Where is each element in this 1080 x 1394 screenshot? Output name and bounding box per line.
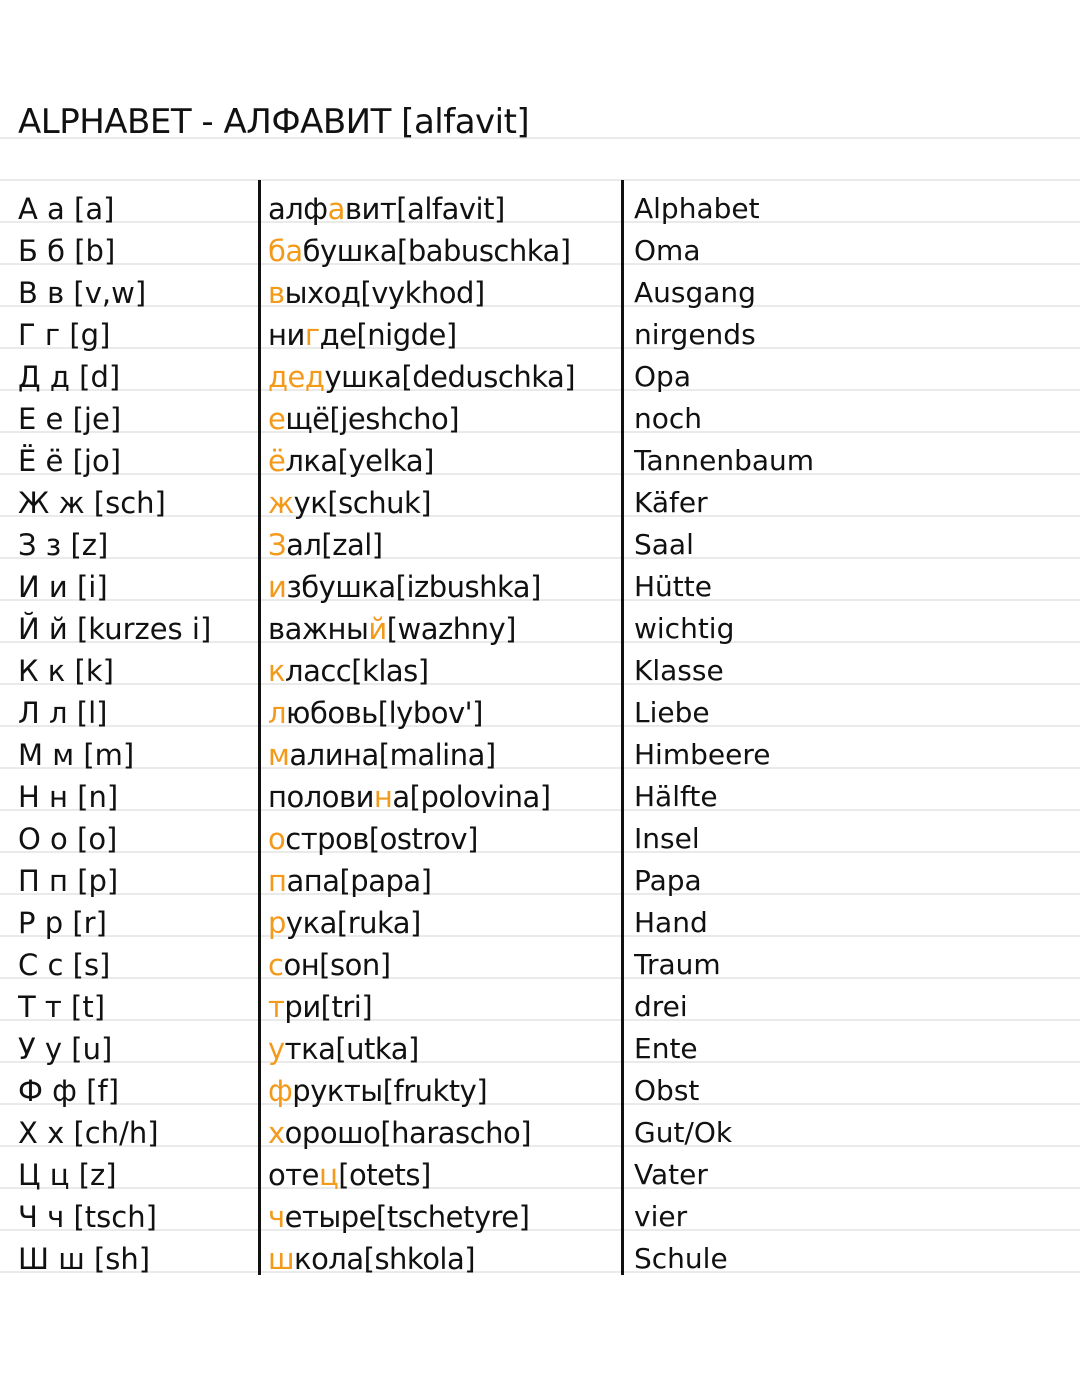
word-highlight: ба [268,234,303,268]
word-highlight: и [268,570,287,604]
word-highlight: дед [268,360,325,394]
word-highlight: п [268,864,287,898]
word-suffix: ыход [284,276,361,310]
table-row [0,776,1080,818]
letter-cell: А а [a] [18,192,115,226]
letter-cell: Е е [je] [18,402,122,436]
german-translation-cell: Himbeere [634,738,771,771]
word-highlight: с [268,948,284,982]
word-highlight: х [268,1116,285,1150]
table-row [0,1028,1080,1070]
word-suffix: де [319,318,357,352]
transliteration: [polovina] [409,780,551,814]
table-row [0,524,1080,566]
table-row [0,944,1080,986]
letter-cell: Ц ц [z] [18,1158,117,1192]
table-row [0,314,1080,356]
letter-cell: Г г [g] [18,318,111,352]
german-translation-cell: Vater [634,1158,708,1191]
table-row [0,188,1080,230]
word-highlight: в [268,276,285,310]
table-row [0,272,1080,314]
table-row [0,356,1080,398]
german-translation-cell: Papa [634,864,702,897]
transliteration: [ruka] [336,906,421,940]
transliteration: [zal] [321,528,383,562]
german-translation-cell: Hand [634,906,708,939]
german-translation-cell: drei [634,990,688,1023]
letter-cell: Х х [ch/h] [18,1116,159,1150]
letter-cell: Ё ё [jo] [18,444,122,478]
letter-cell: Д д [d] [18,360,121,394]
word-highlight: ц [318,1158,339,1192]
word-highlight: у [268,1032,285,1066]
example-word-cell [268,608,618,650]
transliteration: [shkola] [363,1242,476,1276]
german-translation-cell: noch [634,402,703,435]
letter-cell: М м [m] [18,738,135,772]
table-row [0,1154,1080,1196]
table-row [0,1112,1080,1154]
letter-cell: Л л [l] [18,696,108,730]
letter-cell: О о [o] [18,822,118,856]
letter-cell: Б б [b] [18,234,116,268]
german-translation-cell: Gut/Ok [634,1116,733,1149]
word-highlight: р [268,906,286,940]
example-word-cell [268,650,618,692]
word-suffix: тка [284,1032,336,1066]
table-row [0,1238,1080,1280]
transliteration: [klas] [351,654,429,688]
word-suffix: ука [285,906,337,940]
word-suffix: ри [284,990,321,1024]
table-row [0,818,1080,860]
letter-cell: Ш ш [sh] [18,1242,151,1276]
word-highlight: а [327,192,345,226]
transliteration: [wazhny] [386,612,516,646]
table-row [0,398,1080,440]
transliteration: [tschetyre] [376,1200,530,1234]
word-suffix: алина [289,738,379,772]
german-translation-cell: Tannenbaum [634,444,815,477]
table-row [0,608,1080,650]
letter-cell: Р р [r] [18,906,107,940]
transliteration: [vykhod] [360,276,485,310]
table-row [0,230,1080,272]
word-highlight: ж [268,486,294,520]
table-row [0,860,1080,902]
transliteration: [schuk] [327,486,432,520]
word-suffix: орошо [284,1116,381,1150]
letter-cell: З з [z] [18,528,109,562]
example-word-cell [268,398,618,440]
example-word-cell [268,566,618,608]
german-translation-cell: nirgends [634,318,756,351]
letter-cell: С с [s] [18,948,111,982]
example-word-cell [268,1070,618,1112]
example-word-cell [268,482,618,524]
example-word-cell [268,230,618,272]
table-row [0,734,1080,776]
german-translation-cell: Hütte [634,570,712,603]
transliteration: [utka] [335,1032,419,1066]
transliteration: [alfavit] [396,192,505,226]
german-translation-cell: Alphabet [634,192,760,225]
example-word-cell [268,692,618,734]
german-translation-cell: Obst [634,1074,700,1107]
word-highlight: л [268,696,287,730]
table-row [0,692,1080,734]
transliteration: [lybov'] [377,696,483,730]
letter-cell: К к [k] [18,654,114,688]
letter-cell: П п [p] [18,864,119,898]
table-row [0,1070,1080,1112]
word-suffix: ук [293,486,328,520]
german-translation-cell: Traum [634,948,721,981]
transliteration: [frukty] [382,1074,488,1108]
example-word-cell [268,524,618,566]
alphabet-table [0,188,1080,1280]
word-highlight: о [268,822,286,856]
transliteration: [harascho] [380,1116,532,1150]
table-row [0,440,1080,482]
letter-cell: Т т [t] [18,990,106,1024]
word-prefix: оте [268,1158,319,1192]
table-row [0,1196,1080,1238]
example-word-cell [268,902,618,944]
word-suffix: стров [285,822,369,856]
word-prefix: ни [268,318,305,352]
word-highlight: м [268,738,290,772]
word-highlight: ф [268,1074,293,1108]
word-suffix: а [392,780,410,814]
example-word-cell [268,860,618,902]
letter-cell: Й й [kurzes i] [18,612,212,646]
page-title: ALPHABET - АЛФАВИТ [alfavit] [18,102,530,142]
german-translation-cell: wichtig [634,612,735,645]
word-suffix: он [283,948,320,982]
german-translation-cell: Insel [634,822,700,855]
word-highlight: т [268,990,285,1024]
word-highlight: З [268,528,287,562]
letter-cell: Н н [n] [18,780,119,814]
word-prefix: важны [268,612,369,646]
transliteration: [izbushka] [395,570,541,604]
word-suffix: бушка [302,234,398,268]
transliteration: [ostrov] [368,822,478,856]
transliteration: [malina] [378,738,496,772]
word-highlight: ё [268,444,286,478]
word-prefix: алф [268,192,328,226]
word-highlight: ш [268,1242,295,1276]
example-word-cell [268,734,618,776]
example-word-cell [268,776,618,818]
example-word-cell [268,1196,618,1238]
table-row [0,482,1080,524]
example-word-cell [268,944,618,986]
table-row [0,902,1080,944]
word-suffix: рукты [292,1074,383,1108]
transliteration: [jeshcho] [329,402,460,436]
example-word-cell [268,1238,618,1280]
table-row [0,986,1080,1028]
letter-cell: Ж ж [sch] [18,486,166,520]
word-suffix: кола [294,1242,364,1276]
transliteration: [papa] [339,864,432,898]
word-suffix: етыре [284,1200,377,1234]
word-suffix: щё [285,402,330,436]
german-translation-cell: Hälfte [634,780,718,813]
transliteration: [babuschka] [397,234,571,268]
word-suffix: ушка [324,360,402,394]
example-word-cell [268,1154,618,1196]
word-suffix: лка [285,444,338,478]
word-suffix: вит [344,192,397,226]
german-translation-cell: Ente [634,1032,698,1065]
example-word-cell [268,188,618,230]
german-translation-cell: Käfer [634,486,708,519]
word-suffix: ал [286,528,322,562]
word-highlight: г [304,318,320,352]
example-word-cell [268,356,618,398]
example-word-cell [268,440,618,482]
example-word-cell [268,818,618,860]
word-highlight: к [268,654,286,688]
word-suffix: апа [286,864,340,898]
example-word-cell [268,314,618,356]
word-suffix: юбовь [286,696,378,730]
letter-cell: У у [u] [18,1032,113,1066]
letter-cell: И и [i] [18,570,108,604]
transliteration: [tri] [320,990,373,1024]
german-translation-cell: Liebe [634,696,710,729]
example-word-cell [268,272,618,314]
letter-cell: Ч ч [tsch] [18,1200,157,1234]
letter-cell: Ф ф [f] [18,1074,120,1108]
german-translation-cell: Saal [634,528,694,561]
german-translation-cell: vier [634,1200,688,1233]
german-translation-cell: Opa [634,360,691,393]
transliteration: [deduschka] [401,360,576,394]
table-row [0,566,1080,608]
example-word-cell [268,986,618,1028]
example-word-cell [268,1112,618,1154]
transliteration: [otets] [338,1158,431,1192]
german-translation-cell: Klasse [634,654,724,687]
german-translation-cell: Schule [634,1242,728,1275]
transliteration: [yelka] [337,444,434,478]
transliteration: [son] [319,948,391,982]
word-highlight: ч [268,1200,285,1234]
letter-cell: В в [v,w] [18,276,147,310]
table-row [0,650,1080,692]
german-translation-cell: Oma [634,234,701,267]
example-word-cell [268,1028,618,1070]
word-prefix: полови [268,780,374,814]
word-highlight: й [368,612,387,646]
word-highlight: н [373,780,393,814]
word-highlight: е [268,402,286,436]
word-suffix: ласс [285,654,352,688]
transliteration: [nigde] [356,318,457,352]
german-translation-cell: Ausgang [634,276,756,309]
word-suffix: збушка [286,570,396,604]
